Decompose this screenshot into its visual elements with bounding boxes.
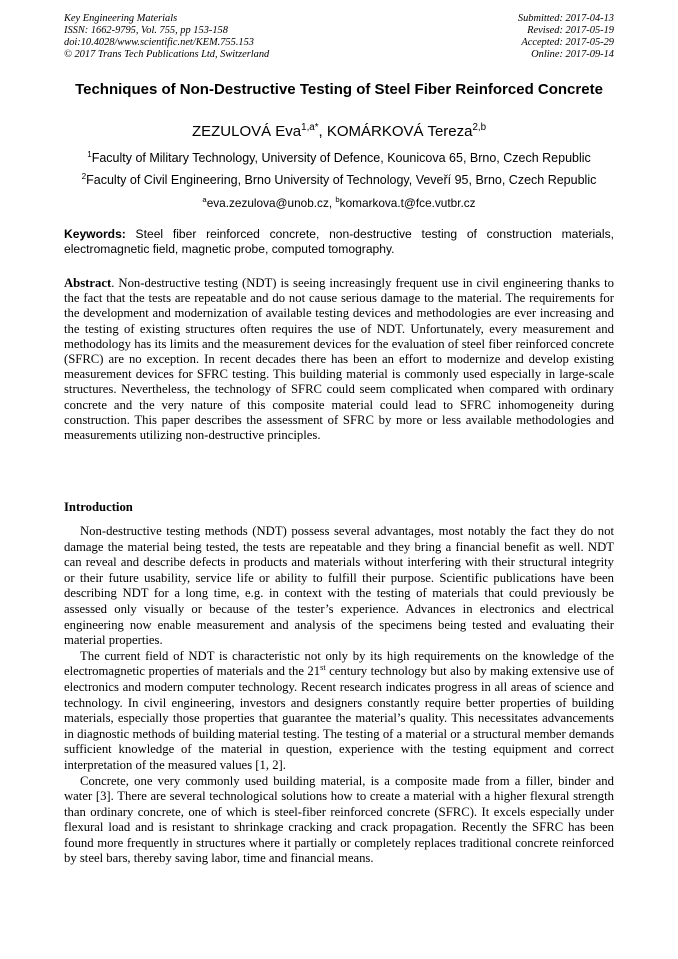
date-online: Online: 2017-09-14	[531, 49, 614, 60]
journal-copyright: © 2017 Trans Tech Publications Ltd, Switzerland	[64, 49, 270, 60]
email-separator: ,	[328, 196, 336, 210]
affiliation-2-text: Faculty of Civil Engineering, Brno University of Technology, Veveří 95, Brno, Czech Republic	[86, 173, 597, 187]
email-a-link[interactable]: eva.zezulova@unob.cz	[206, 196, 329, 210]
author-1: ZEZULOVÁ Eva	[191, 123, 302, 140]
intro-paragraph-3: Concrete, one very commonly used building material, is a composite made from a filler, binder and water [3]. There are several technological solutions how to create a material with a higher flexural strength than ordinary concrete, one of which is steel-fiber reinforced concrete (SFRC). It excels especially under flexural load and is resistant to shrinkage cracking and crack propagation. Recently the SFRC has been found more frequently in structures where it partially or completely replaces traditional concrete reinforced by steel bars, thereby saving labor, time and financial means.	[64, 773, 614, 866]
author-2: KOMÁRKOVÁ Tereza	[326, 123, 473, 140]
affiliation-1	[64, 151, 614, 166]
abstract-label: Abstract	[64, 276, 112, 290]
submission-dates	[518, 13, 614, 61]
email-a-marker: a	[202, 195, 207, 205]
journal-info	[64, 13, 269, 61]
affiliation-1-marker: 1	[87, 149, 92, 159]
section-heading-introduction: Introduction	[64, 500, 133, 514]
affiliation-2-marker: 2	[81, 171, 87, 181]
ordinal-superscript: st	[320, 663, 326, 673]
author-line	[64, 122, 614, 142]
email-b-marker: b	[335, 195, 340, 205]
intro-paragraph-2-part-b: century technology but also by making extensive use of electronics and modern computer technology. Recent research indicates progress in all areas of science and technology. In civil engineering, investors and designers constantly require better properties of building materials, especially those properties that guarantee the material’s quality. This necessitates advancements in diagnostic methods of building material testing. The testing of a material or a structural member demands sufficient knowledge of the material in question, experience with the testing equipment and correct interpretation of the measured values [1, 2].	[64, 664, 614, 772]
intro-paragraph-2-part-a: The current field of NDT is characteristic not only by its high requirements on the knowledge of the electromagnetic properties of materials and the 21	[64, 648, 614, 679]
keywords-text: Steel fiber reinforced concrete, non-destructive testing of construction materials, electromagnetic field, magnetic probe, computed tomography.	[64, 227, 614, 256]
journal-doi: doi:10.4028/www.scientific.net/KEM.755.153	[64, 37, 254, 48]
abstract-text: . Non-destructive testing (NDT) is seeing increasingly frequent use in civil engineering thanks to the fact that the tests are repeatable and do not cause serious damage to the material. The requirements for the development and modernization of available testing devices and methodologies are ever increasing and the testing of existing structures often requires the use of NDT. Unfortunately, every measurement and methodology has its limits and the measurement devices for the evaluation of steel fiber reinforced concrete (SFRC) are no exception. In recent decades there has been an effort to modernize and develop existing measurement devices for SFRC testing. This building material is commonly used especially in large-scale structures. Nevertheless, the technology of SFRC could seem complicated when compared with ordinary concrete and the very nature of this composite material could lead to SFRC inhomogeneity during construction. This paper describes the assessment of SFRC by more or less available methodologies and measurements utilizing non-destructive principles.	[64, 276, 614, 443]
date-accepted: Accepted: 2017-05-29	[521, 37, 614, 48]
journal-name: Key Engineering Materials	[64, 13, 178, 24]
author-separator: ,	[318, 123, 327, 140]
abstract	[64, 276, 614, 443]
author-1-superscript: 1,a*	[301, 122, 319, 133]
keywords-label: Keywords:	[64, 227, 126, 241]
intro-paragraph-2	[64, 649, 614, 774]
journal-issn: ISSN: 1662-9795, Vol. 755, pp 153-158	[64, 25, 228, 36]
affiliation-2	[64, 173, 614, 188]
intro-paragraph-1: Non-destructive testing methods (NDT) possess several advantages, most notably the fact they do not damage the material being tested, the tests are repeatable and they bring a financial benefit as well. NDT can reveal and describe defects in products and materials without interfering with their structural integrity or their future usability, service life or ability to fulfill their purpose. Scientific publications have been describing NDT for a long time, e.g. in context with the testing of materials that could previously be assessed only visually or because of the tester’s experience. Advances in electronics and electrical engineering now enable measurement and analysis of the specimens being tested and evaluating their material properties.	[64, 524, 614, 648]
date-submitted: Submitted: 2017-04-13	[517, 13, 614, 24]
keywords	[64, 227, 614, 257]
introduction-body	[64, 524, 614, 867]
email-b-link[interactable]: komarkova.t@fce.vutbr.cz	[339, 196, 476, 210]
affiliation-1-text: Faculty of Military Technology, University of Defence, Kounicova 65, Brno, Czech Republic	[91, 151, 591, 165]
date-revised: Revised: 2017-05-19	[527, 25, 614, 36]
author-emails	[64, 196, 614, 211]
author-2-superscript: 2,b	[472, 122, 487, 133]
paper-title: Techniques of Non-Destructive Testing of Steel Fiber Reinforced Concrete	[75, 81, 603, 98]
